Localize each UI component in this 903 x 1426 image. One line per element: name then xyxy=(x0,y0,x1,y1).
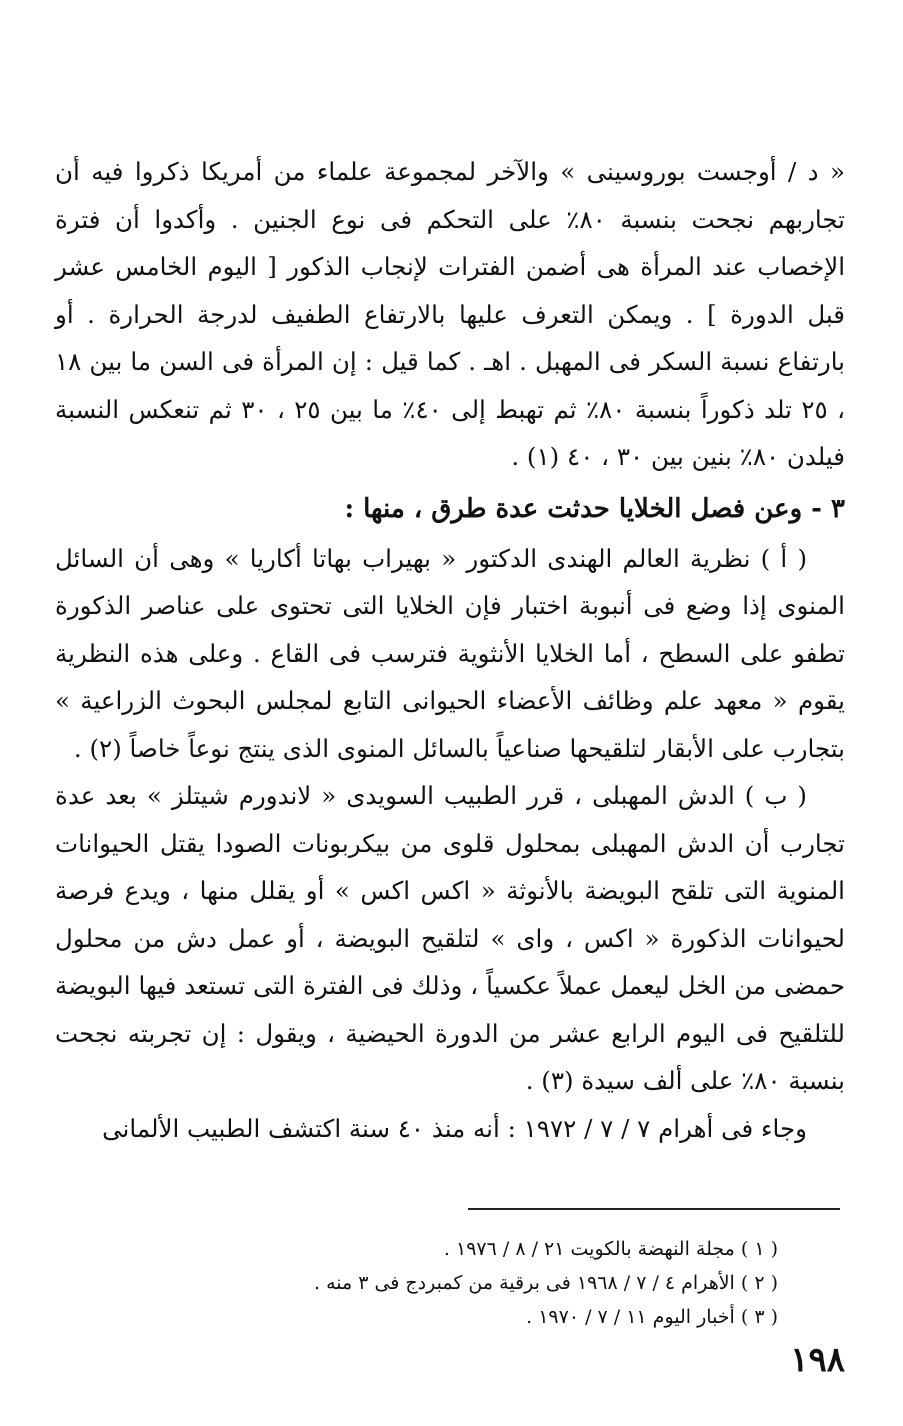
footnotes xyxy=(178,1232,778,1334)
paragraph-vaginal-douche-b: ( ب ) الدش المهبلى ، قرر الطبيب السويدى « لاندورم شيتلز » بعد عدة تجارب أن الدش المهبلى بمحلول قلوى من بيكربونات الصودا يقتل الحيوانات المنوية التى تلقح البويضة بالأنوثة « اكس اكس » أو يقلل منها ، ويدع فرصة لحيوانات الذكورة « اكس ، واى » لتلقيح البويضة ، أو عمل دش من محلول حمضى من الخل ليعمل عملاً عكسياً ، وذلك فى الفترة التى تستعد فيها البويضة للتلقيح فى اليوم الرابع عشر من الدورة الحيضية ، ويقول : إن تجربته نجحت بنسبة ٨٠٪ على ألف سيدة (٣) . xyxy=(55,781,845,1095)
footnote-2: ( ٢ ) الأهرام ٤ / ٧ / ١٩٦٨ فى برقية من كمبردج فى ٣ منه . xyxy=(313,1272,778,1294)
paragraph-theory-a: ( أ ) نظرية العالم الهندى الدكتور « بهيراب بهاتا أكاريا » وهى أن السائل المنوى إذا وضع فى أنبوبة اختبار فإن الخلايا التى تحتوى على عناصر الذكورة تطفو على السطح ، أما الخلايا الأنثوية فترسب فى القاع . وعلى هذه النظرية يقوم « معهد علم وظائف الأعضاء الحيوانى التابع لمجلس البحوث الزراعية » بتجارب على الأبقار لتلقيحها صناعياً بالسائل المنوى الذى ينتج نوعاً خاصاً (٢) . xyxy=(55,543,845,763)
page-number: ١٩٨ xyxy=(790,1340,845,1380)
main-text xyxy=(55,148,845,1152)
paragraph-sex-selection-study: « د / أوجست بوروسينى » والآخر لمجموعة علماء من أمريكا ذكروا فيه أن تجاربهم نجحت بنسبة ٨٠٪ على التحكم فى نوع الجنين . وأكدوا أن فترة الإخصاب عند المرأة هى أضمن الفترات لإنجاب الذكور [ اليوم الخامس عشر قبل الدورة ] . ويمكن التعرف عليها بالارتفاع الطفيف لدرجة الحرارة . أو بارتفاع نسبة السكر فى المهبل . اهـ . كما قيل : إن المرأة فى السن ما بين ١٨ ، ٢٥ تلد ذكوراً بنسبة ٨٠٪ ثم تهبط إلى ٤٠٪ ما بين ٢٥ ، ٣٠ ثم تنعكس النسبة فيلدن ٨٠٪ بنين بين ٣٠ ، ٤٠ (١) . xyxy=(55,157,846,471)
footnote-1: ( ١ ) مجلة النهضة بالكويت ٢١ / ٨ / ١٩٧٦ . xyxy=(443,1238,778,1260)
footnote-3: ( ٣ ) أخبار اليوم ١١ / ٧ / ١٩٧٠ . xyxy=(526,1306,778,1328)
section-heading-cell-separation: ٣ - وعن فصل الخلايا حدثت عدة طرق ، منها : xyxy=(344,493,845,524)
footnote-divider xyxy=(468,1208,840,1210)
paragraph-ahram-report: وجاء فى أهرام ٧ / ٧ / ١٩٧٢ : أنه منذ ٤٠ سنة اكتشف الطبيب الألمانى xyxy=(102,1113,807,1143)
